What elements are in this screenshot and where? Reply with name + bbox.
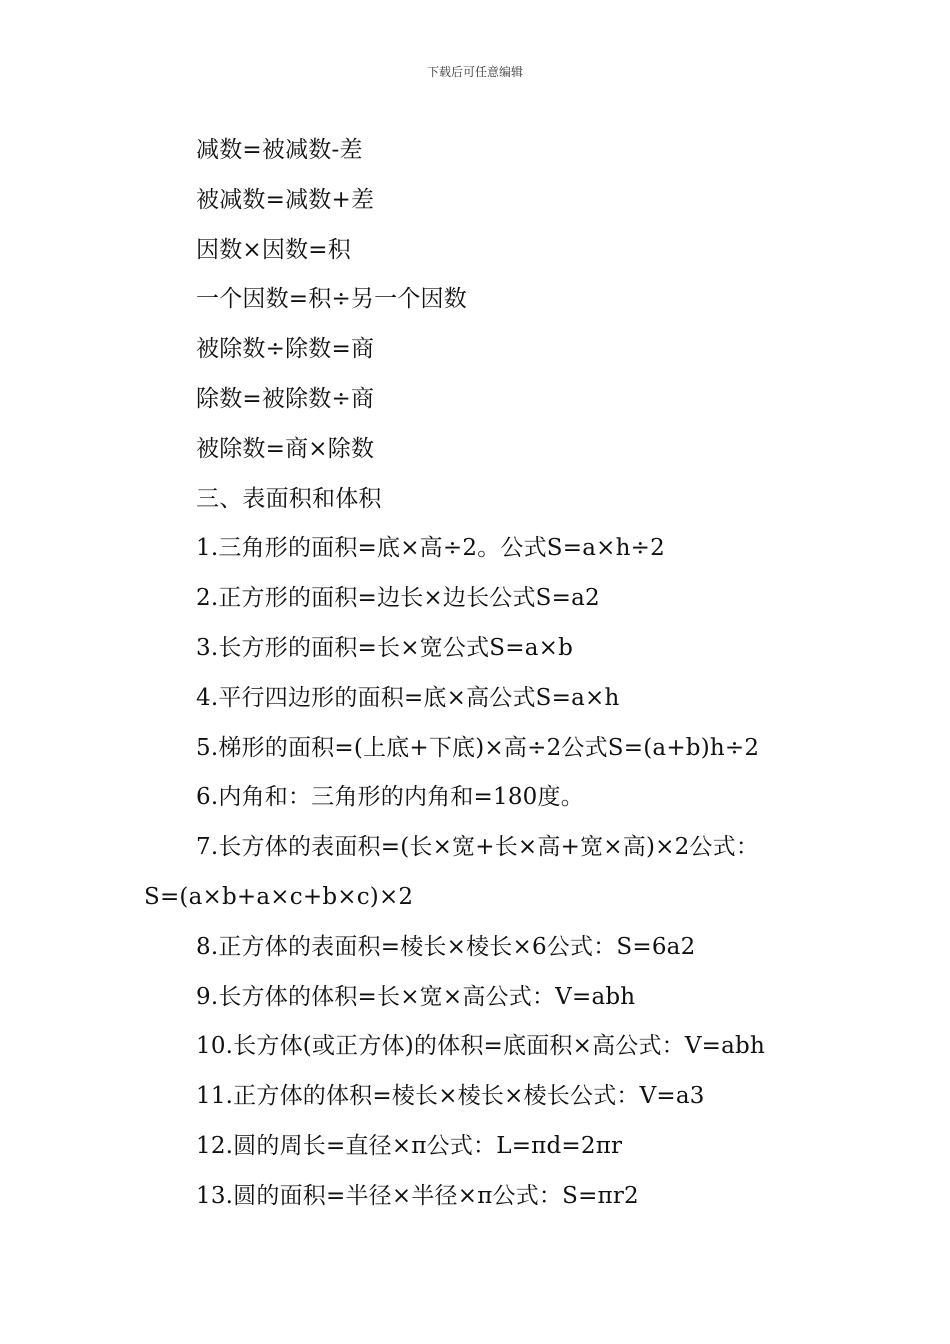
formula-item: 6.内角和：三角形的内角和=180度。 [196, 784, 584, 811]
formula-item: 1.三角形的面积=底×高÷2。公式S=a×h÷2 [196, 535, 665, 562]
formula-item: 13.圆的面积=半径×半径×π公式：S=πr2 [196, 1182, 639, 1209]
formula-continuation: S=(a×b+a×c+b×c)×2 [144, 883, 414, 910]
text-line: 除数=被除数÷商 [196, 385, 375, 412]
text-line: 被除数÷除数=商 [196, 336, 375, 363]
page-header-note: 下载后可任意编辑 [426, 65, 523, 79]
text-line: 减数=被减数-差 [196, 137, 363, 163]
formula-item: 7.长方体的表面积=(长×宽+长×高+宽×高)×2公式： [196, 834, 760, 861]
formula-item: 9.长方体的体积=长×宽×高公式：V=abh [196, 983, 636, 1010]
formula-item: 3.长方形的面积=长×宽公式S=a×b [196, 634, 574, 661]
formula-item: 2.正方形的面积=边长×边长公式S=a2 [196, 585, 600, 612]
section-heading: 三、表面积和体积 [196, 485, 382, 512]
text-line: 因数×因数=积 [196, 236, 351, 263]
formula-item: 4.平行四边形的面积=底×高公式S=a×h [196, 684, 620, 711]
document-body [144, 126, 834, 1222]
text-line: 一个因数=积÷另一个因数 [196, 286, 467, 313]
formula-item: 12.圆的周长=直径×π公式：L=πd=2πr [196, 1132, 623, 1159]
formula-item: 11.正方体的体积=棱长×棱长×棱长公式：V=a3 [196, 1083, 705, 1110]
formula-item: 8.正方体的表面积=棱长×棱长×6公式：S=6a2 [196, 933, 696, 960]
formula-item: 5.梯形的面积=(上底+下底)×高÷2公式S=(a+b)h÷2 [196, 734, 760, 761]
text-line: 被减数=减数+差 [196, 186, 375, 213]
formula-item: 10.长方体(或正方体)的体积=底面积×高公式：V=abh [196, 1033, 765, 1060]
text-line: 被除数=商×除数 [196, 435, 375, 462]
